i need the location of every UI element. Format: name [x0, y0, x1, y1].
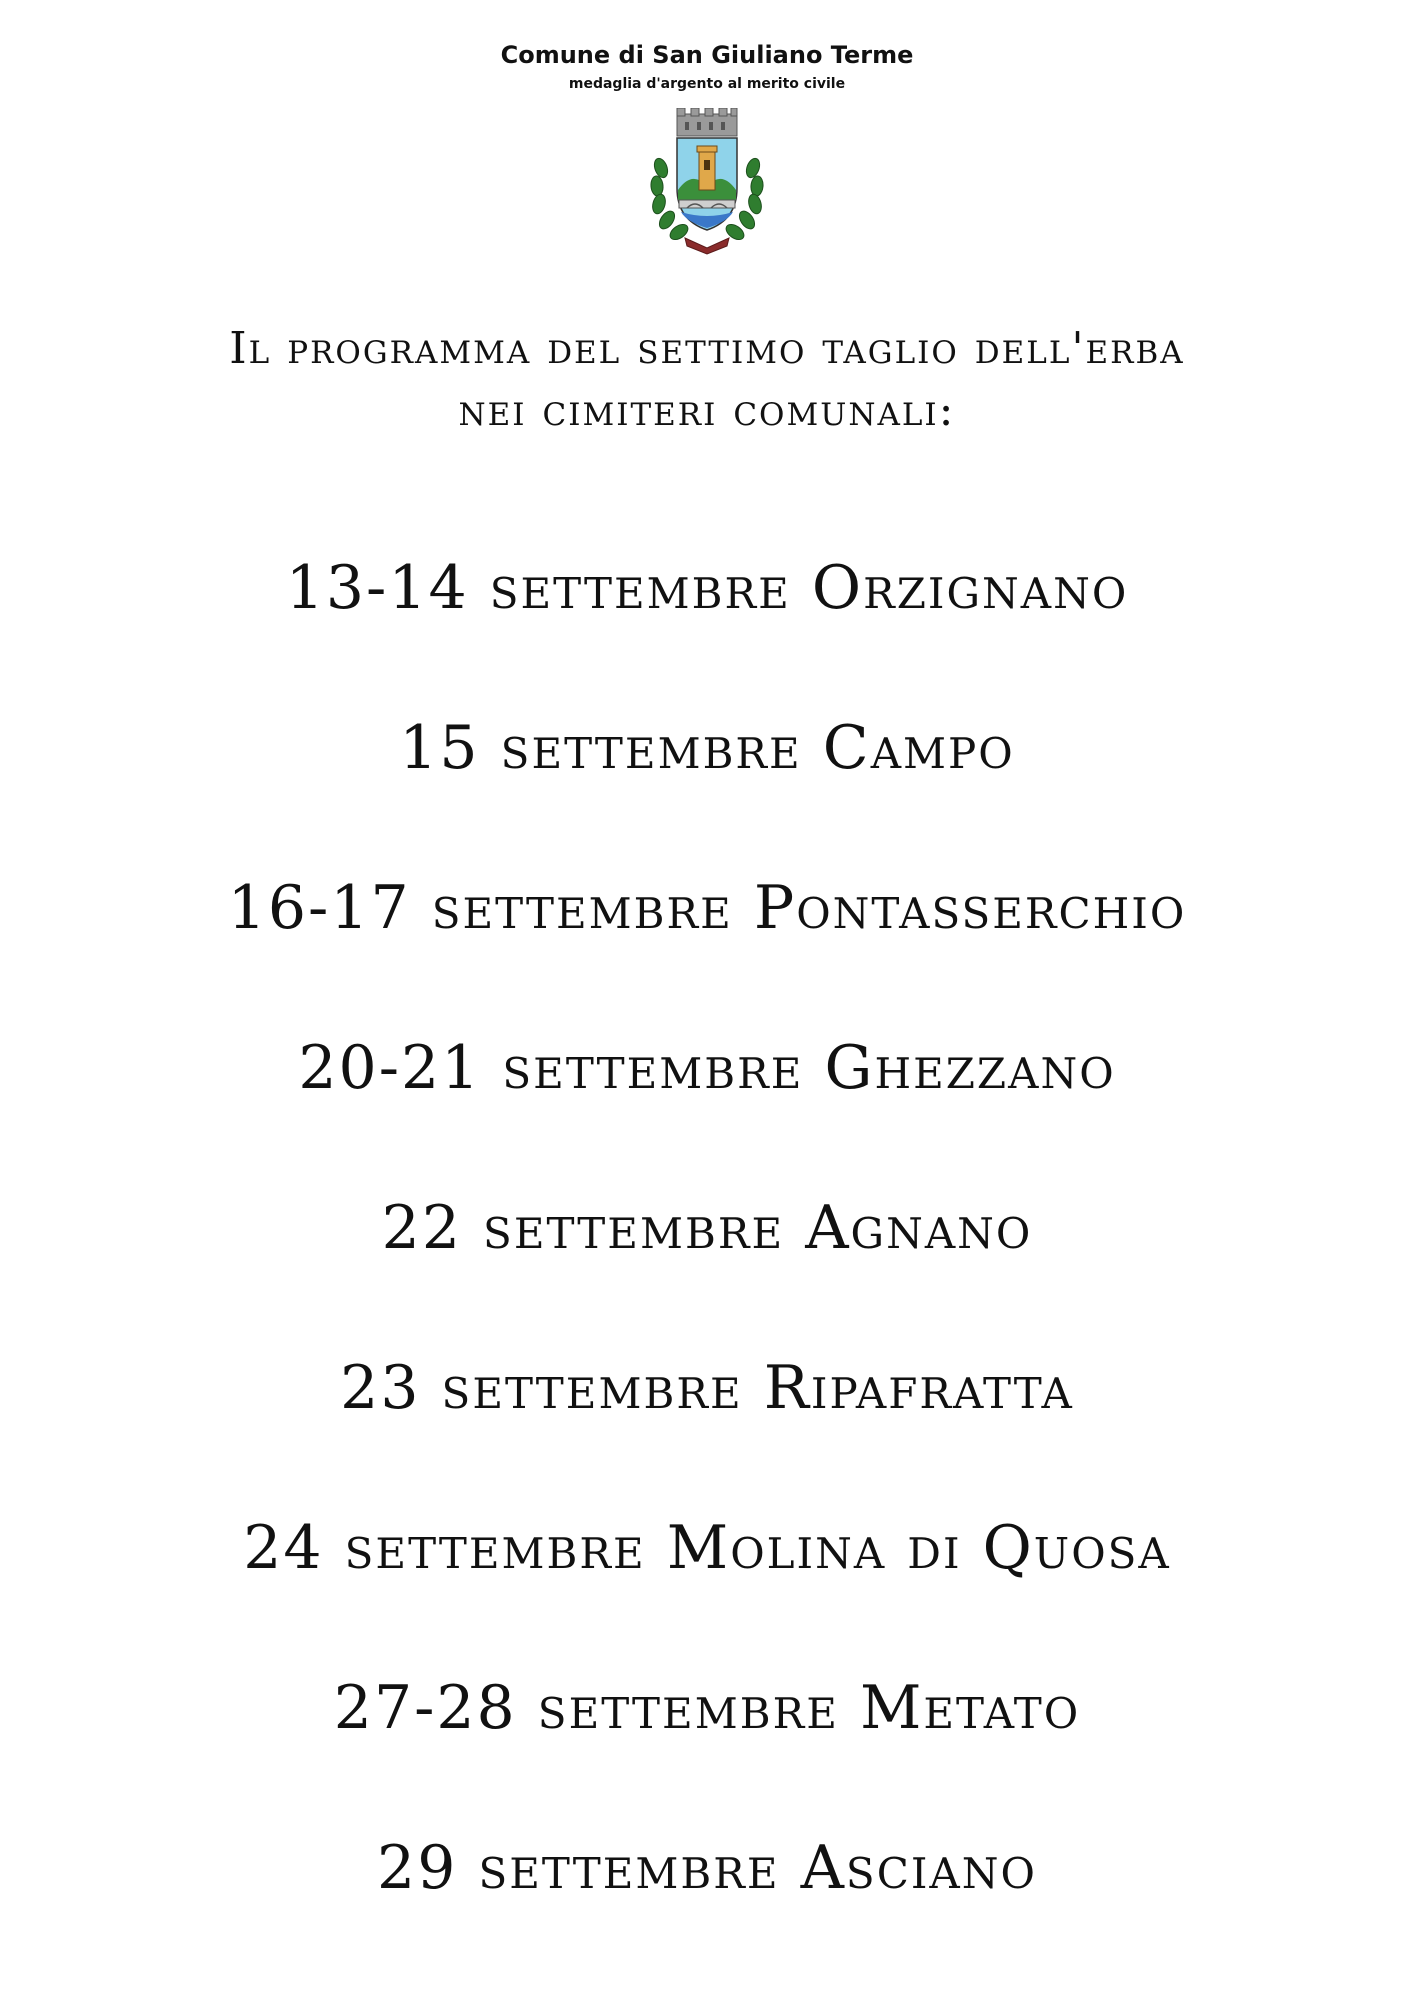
list-item — [0, 1490, 1414, 1650]
schedule-list — [0, 530, 1414, 1970]
schedule-dates: 15 settembre — [399, 713, 802, 783]
schedule-place: Molina di Quosa — [666, 1513, 1171, 1583]
schedule-place: Agnano — [805, 1193, 1033, 1263]
title-line-2: nei cimiteri comunali: — [458, 385, 956, 436]
schedule-place: Pontasserchio — [753, 873, 1187, 943]
title-line-1: Il programma del settimo taglio dell'erba — [229, 323, 1185, 374]
schedule-place: Asciano — [800, 1833, 1037, 1903]
schedule-place: Ghezzano — [824, 1033, 1116, 1103]
schedule-place: Metato — [859, 1673, 1081, 1743]
schedule-dates: 20-21 settembre — [298, 1033, 804, 1103]
schedule-dates: 24 settembre — [243, 1513, 646, 1583]
list-item — [0, 690, 1414, 850]
org-name: Comune di San Giuliano Terme — [500, 41, 914, 69]
schedule-dates: 27-28 settembre — [333, 1673, 839, 1743]
list-item — [0, 1170, 1414, 1330]
schedule-dates: 16-17 settembre — [227, 873, 733, 943]
schedule-dates: 13-14 settembre — [285, 553, 791, 623]
schedule-dates: 29 settembre — [377, 1833, 780, 1903]
schedule-place: Orzignano — [811, 553, 1129, 623]
list-item — [0, 1650, 1414, 1810]
municipal-coat-of-arms-icon — [647, 108, 767, 258]
list-item — [0, 1810, 1414, 1970]
org-subtitle: medaglia d'argento al merito civile — [568, 76, 846, 92]
schedule-place: Ripafratta — [763, 1353, 1074, 1423]
page-title — [0, 318, 1414, 442]
list-item — [0, 530, 1414, 690]
list-item — [0, 1010, 1414, 1170]
schedule-dates: 22 settembre — [381, 1193, 785, 1263]
list-item — [0, 1330, 1414, 1490]
schedule-dates: 23 settembre — [340, 1353, 743, 1423]
page-header — [0, 38, 1414, 258]
list-item — [0, 850, 1414, 1010]
schedule-place: Campo — [822, 713, 1015, 783]
